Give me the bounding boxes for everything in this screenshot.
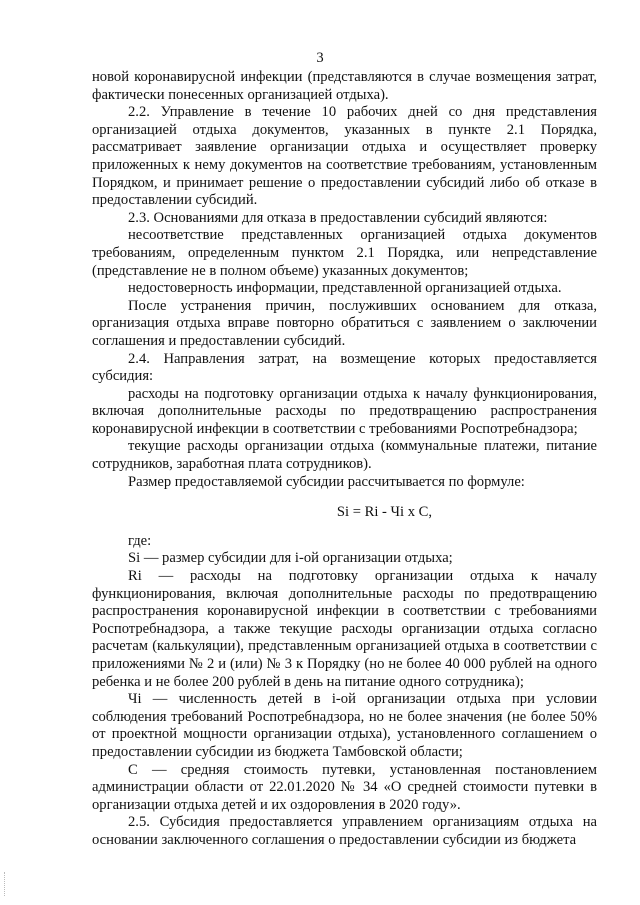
paragraph-2-5: 2.5. Субсидия предоставляется управлением организациям отдыха на основании заключенного соглашения о предоставлении субсидии из бюджета <box>92 814 597 848</box>
definition-si: Si — размер субсидии для i-ой организации отдыха; <box>128 550 453 567</box>
document-body <box>92 69 597 850</box>
reapplication-paragraph: После устранения причин, послуживших основанием для отказа, организация отдыха вправе повторно обратиться с заявлением о заключении соглашения и предоставлении субсидий. <box>92 297 597 349</box>
formula-intro: Размер предоставляемой субсидии рассчитывается по формуле: <box>128 473 525 490</box>
definition-c: С — средняя стоимость путевки, установленная постановлением администрации области от 22.01.2020 № 34 «О средней стоимости путевки в организации отдыха детей и их оздоровления в 2020 году». <box>92 761 597 813</box>
scan-margin-mark <box>4 872 6 896</box>
refusal-ground-1: несоответствие представленных организацией отдыха документов требованиям, определенным пунктом 2.1 Порядка, или непредставление (представление не в полном объеме) указанных документов; <box>92 227 597 279</box>
definition-chi: Чi — численность детей в i-ой организации отдыха при условии соблюдения требований Роспотребнадзора, но не более значения (не более 50% от проектной мощности организации отдыха), установленного соглашением о предоставлении субсидии из бюджета Тамбовской области; <box>92 691 597 760</box>
where-label: где: <box>128 532 152 549</box>
paragraph-2-4: 2.4. Направления затрат, на возмещение которых предоставляется субсидия: <box>92 350 597 385</box>
refusal-ground-2: недостоверность информации, представленной организацией отдыха. <box>128 280 562 297</box>
page-number: 3 <box>316 50 324 66</box>
expense-item-current: текущие расходы организации отдыха (коммунальные платежи, питание сотрудников, заработная плата сотрудников). <box>92 438 597 473</box>
paragraph-2-2: 2.2. Управление в течение 10 рабочих дней со дня представления организацией отдыха документов, указанных в пункте 2.1 Порядка, рассматривает заявление организации отдыха и осуществляет проверку приложенных к нему документов на соответствие требованиям, установленным Порядком, и принимает решение о предоставлении субсидий либо об отказе в предоставлении субсидий. <box>92 104 597 209</box>
paragraph-2-3: 2.3. Основаниями для отказа в предоставлении субсидий являются: <box>128 209 548 226</box>
definition-ri: Ri — расходы на подготовку организации отдыха к началу функционирования, включая дополнительные расходы по предотвращению распространения коронавирусной инфекции в соответствии с требованиями Роспотребнадзора, а также текущие расходы организации отдыха согласно расчетам (калькуляции), представленным организацией отдыха в соответствии с приложениями № 2 и (или) № 3 к Порядку (но не более 40 000 рублей на одного ребенка и не более 200 рублей в день на питание одного сотрудника); <box>92 568 597 690</box>
subsidy-formula: Si = Ri - Чi x C, <box>336 504 433 521</box>
expense-item-preparation: расходы на подготовку организации отдыха к началу функционирования, включая дополнительные расходы по предотвращению распространения коронавирусной инфекции в соответствии с требованиями Роспотребнадзора; <box>92 385 597 437</box>
paragraph-continuation: новой коронавирусной инфекции (представляются в случае возмещения затрат, фактически понесенных организацией отдыха). <box>92 69 597 103</box>
